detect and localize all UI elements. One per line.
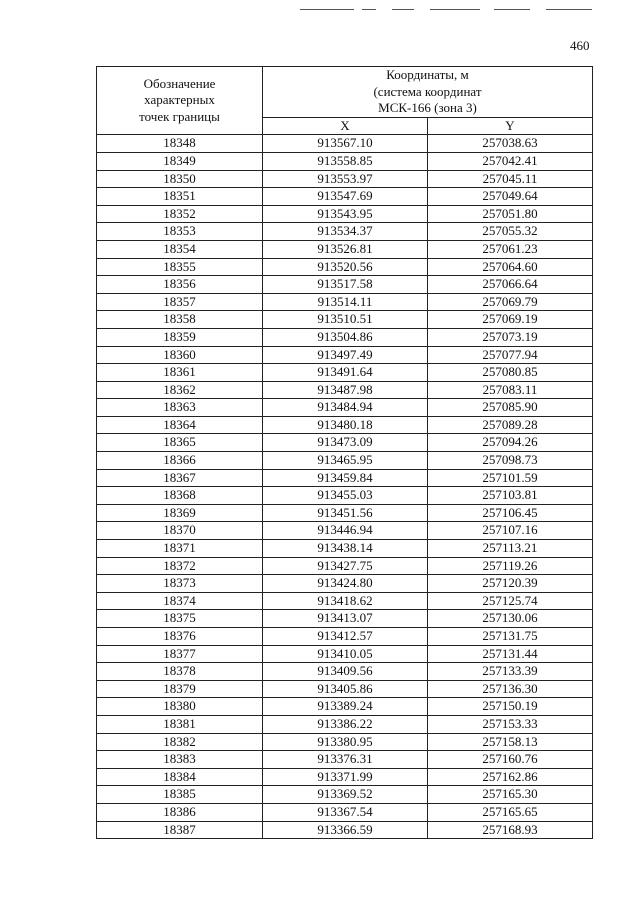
x-coordinate-cell: 913547.69: [263, 188, 428, 206]
table-row: [97, 592, 593, 610]
table-row: [97, 364, 593, 382]
x-coordinate-cell: 913487.98: [263, 381, 428, 399]
y-coordinate-cell: 257064.60: [428, 258, 593, 276]
point-id-cell: 18372: [97, 557, 263, 575]
table-row: [97, 715, 593, 733]
table-row: [97, 698, 593, 716]
point-id-cell: 18373: [97, 575, 263, 593]
table-row: [97, 452, 593, 470]
point-id-cell: 18367: [97, 469, 263, 487]
point-id-cell: 18363: [97, 399, 263, 417]
top-rule-segment: [300, 9, 354, 10]
table-row: [97, 786, 593, 804]
point-id-cell: 18371: [97, 540, 263, 558]
y-coordinate-cell: 257131.75: [428, 628, 593, 646]
x-coordinate-cell: 913459.84: [263, 469, 428, 487]
point-id-cell: 18358: [97, 311, 263, 329]
table-row: [97, 293, 593, 311]
x-coordinate-cell: 913534.37: [263, 223, 428, 241]
x-coordinate-cell: 913405.86: [263, 680, 428, 698]
x-coordinate-cell: 913510.51: [263, 311, 428, 329]
y-coordinate-cell: 257055.32: [428, 223, 593, 241]
table-row: [97, 381, 593, 399]
x-coordinate-cell: 913473.09: [263, 434, 428, 452]
point-id-cell: 18387: [97, 821, 263, 839]
x-coordinate-cell: 913504.86: [263, 328, 428, 346]
y-coordinate-cell: 257150.19: [428, 698, 593, 716]
top-rule-segment: [494, 9, 530, 10]
point-id-cell: 18378: [97, 663, 263, 681]
y-coordinate-cell: 257133.39: [428, 663, 593, 681]
y-coordinate-cell: 257120.39: [428, 575, 593, 593]
point-id-cell: 18351: [97, 188, 263, 206]
table-header-row: [97, 67, 593, 118]
point-id-cell: 18360: [97, 346, 263, 364]
point-id-cell: 18366: [97, 452, 263, 470]
point-id-cell: 18361: [97, 364, 263, 382]
table-row: [97, 240, 593, 258]
table-row: [97, 416, 593, 434]
top-rule-segment: [362, 9, 376, 10]
point-id-cell: 18352: [97, 205, 263, 223]
table-row: [97, 540, 593, 558]
x-coordinate-cell: 913412.57: [263, 628, 428, 646]
table-row: [97, 575, 593, 593]
table-row: [97, 557, 593, 575]
table-row: [97, 346, 593, 364]
y-coordinate-cell: 257103.81: [428, 487, 593, 505]
x-coordinate-cell: 913491.64: [263, 364, 428, 382]
y-coordinate-cell: 257158.13: [428, 733, 593, 751]
y-coordinate-cell: 257073.19: [428, 328, 593, 346]
point-id-cell: 18384: [97, 768, 263, 786]
header-points-line: Обозначение: [143, 75, 216, 91]
x-coordinate-cell: 913367.54: [263, 803, 428, 821]
y-coordinate-cell: 257106.45: [428, 504, 593, 522]
x-coordinate-cell: 913380.95: [263, 733, 428, 751]
y-coordinate-cell: 257066.64: [428, 276, 593, 294]
table-row: [97, 751, 593, 769]
y-coordinate-cell: 257089.28: [428, 416, 593, 434]
y-coordinate-cell: 257049.64: [428, 188, 593, 206]
x-coordinate-cell: 913410.05: [263, 645, 428, 663]
table-row: [97, 170, 593, 188]
point-id-cell: 18385: [97, 786, 263, 804]
table-row: [97, 504, 593, 522]
header-coords-line: Координаты, м: [386, 67, 469, 82]
y-coordinate-cell: 257080.85: [428, 364, 593, 382]
table-body: [97, 135, 593, 839]
y-coordinate-cell: 257094.26: [428, 434, 593, 452]
y-coordinate-cell: 257168.93: [428, 821, 593, 839]
x-coordinate-cell: 913369.52: [263, 786, 428, 804]
table-row: [97, 733, 593, 751]
point-id-cell: 18348: [97, 135, 263, 153]
coordinates-table: [96, 66, 593, 839]
table-row: [97, 645, 593, 663]
point-id-cell: 18357: [97, 293, 263, 311]
x-coordinate-cell: 913517.58: [263, 276, 428, 294]
y-coordinate-cell: 257085.90: [428, 399, 593, 417]
x-coordinate-cell: 913480.18: [263, 416, 428, 434]
y-coordinate-cell: 257165.65: [428, 803, 593, 821]
table-row: [97, 434, 593, 452]
point-id-cell: 18376: [97, 628, 263, 646]
table-row: [97, 768, 593, 786]
header-points-line: характерных: [144, 92, 215, 108]
y-coordinate-cell: 257042.41: [428, 152, 593, 170]
table-row: [97, 135, 593, 153]
table-row: [97, 821, 593, 839]
table-row: [97, 205, 593, 223]
header-coordinates: [263, 67, 593, 118]
point-id-cell: 18381: [97, 715, 263, 733]
y-coordinate-cell: 257038.63: [428, 135, 593, 153]
table-row: [97, 628, 593, 646]
y-coordinate-cell: 257101.59: [428, 469, 593, 487]
y-coordinate-cell: 257061.23: [428, 240, 593, 258]
x-coordinate-cell: 913366.59: [263, 821, 428, 839]
table-row: [97, 663, 593, 681]
table-row: [97, 223, 593, 241]
point-id-cell: 18365: [97, 434, 263, 452]
y-coordinate-cell: 257130.06: [428, 610, 593, 628]
y-coordinate-cell: 257160.76: [428, 751, 593, 769]
page-number: 460: [570, 38, 590, 53]
table-row: [97, 152, 593, 170]
y-coordinate-cell: 257098.73: [428, 452, 593, 470]
x-coordinate-cell: 913446.94: [263, 522, 428, 540]
table-row: [97, 469, 593, 487]
x-coordinate-cell: 913371.99: [263, 768, 428, 786]
point-id-cell: 18380: [97, 698, 263, 716]
point-id-cell: 18382: [97, 733, 263, 751]
x-coordinate-cell: 913553.97: [263, 170, 428, 188]
y-coordinate-cell: 257051.80: [428, 205, 593, 223]
x-coordinate-cell: 913389.24: [263, 698, 428, 716]
table-row: [97, 311, 593, 329]
x-coordinate-cell: 913424.80: [263, 575, 428, 593]
table-row: [97, 328, 593, 346]
header-coords-line: МСК-166 (зона 3): [378, 100, 477, 116]
y-coordinate-cell: 257125.74: [428, 592, 593, 610]
x-coordinate-cell: 913409.56: [263, 663, 428, 681]
point-id-cell: 18353: [97, 223, 263, 241]
x-coordinate-cell: 913484.94: [263, 399, 428, 417]
y-coordinate-cell: 257165.30: [428, 786, 593, 804]
y-coordinate-cell: 257069.19: [428, 311, 593, 329]
x-coordinate-cell: 913376.31: [263, 751, 428, 769]
x-coordinate-cell: 913413.07: [263, 610, 428, 628]
top-rule-segment: [430, 9, 480, 10]
table-row: [97, 522, 593, 540]
point-id-cell: 18350: [97, 170, 263, 188]
y-coordinate-cell: 257136.30: [428, 680, 593, 698]
x-coordinate-cell: 913520.56: [263, 258, 428, 276]
header-coords-line: (система координат: [373, 83, 482, 99]
x-coordinate-cell: 913558.85: [263, 152, 428, 170]
point-id-cell: 18355: [97, 258, 263, 276]
point-id-cell: 18374: [97, 592, 263, 610]
table-row: [97, 399, 593, 417]
x-coordinate-cell: 913526.81: [263, 240, 428, 258]
point-id-cell: 18362: [97, 381, 263, 399]
point-id-cell: 18375: [97, 610, 263, 628]
x-coordinate-cell: 913543.95: [263, 205, 428, 223]
y-coordinate-cell: 257153.33: [428, 715, 593, 733]
x-coordinate-cell: 913567.10: [263, 135, 428, 153]
table-row: [97, 258, 593, 276]
point-id-cell: 18383: [97, 751, 263, 769]
table-row: [97, 276, 593, 294]
point-id-cell: 18356: [97, 276, 263, 294]
table-row: [97, 680, 593, 698]
top-rule-segment: [546, 9, 592, 10]
table-row: [97, 610, 593, 628]
x-coordinate-cell: 913451.56: [263, 504, 428, 522]
point-id-cell: 18349: [97, 152, 263, 170]
header-x: X: [263, 117, 428, 135]
y-coordinate-cell: 257113.21: [428, 540, 593, 558]
header-points-line: точек границы: [139, 108, 220, 124]
point-id-cell: 18359: [97, 328, 263, 346]
point-id-cell: 18386: [97, 803, 263, 821]
x-coordinate-cell: 913386.22: [263, 715, 428, 733]
y-coordinate-cell: 257077.94: [428, 346, 593, 364]
x-coordinate-cell: 913455.03: [263, 487, 428, 505]
point-id-cell: 18354: [97, 240, 263, 258]
point-id-cell: 18379: [97, 680, 263, 698]
point-id-cell: 18368: [97, 487, 263, 505]
table-row: [97, 188, 593, 206]
point-id-cell: 18364: [97, 416, 263, 434]
y-coordinate-cell: 257131.44: [428, 645, 593, 663]
point-id-cell: 18370: [97, 522, 263, 540]
point-id-cell: 18369: [97, 504, 263, 522]
header-y: Y: [428, 117, 593, 135]
header-points: [97, 67, 263, 135]
x-coordinate-cell: 913514.11: [263, 293, 428, 311]
y-coordinate-cell: 257083.11: [428, 381, 593, 399]
x-coordinate-cell: 913497.49: [263, 346, 428, 364]
y-coordinate-cell: 257162.86: [428, 768, 593, 786]
x-coordinate-cell: 913427.75: [263, 557, 428, 575]
y-coordinate-cell: 257069.79: [428, 293, 593, 311]
table-row: [97, 803, 593, 821]
top-rule-segment: [392, 9, 414, 10]
x-coordinate-cell: 913438.14: [263, 540, 428, 558]
y-coordinate-cell: 257045.11: [428, 170, 593, 188]
table-row: [97, 487, 593, 505]
y-coordinate-cell: 257119.26: [428, 557, 593, 575]
y-coordinate-cell: 257107.16: [428, 522, 593, 540]
x-coordinate-cell: 913418.62: [263, 592, 428, 610]
point-id-cell: 18377: [97, 645, 263, 663]
x-coordinate-cell: 913465.95: [263, 452, 428, 470]
